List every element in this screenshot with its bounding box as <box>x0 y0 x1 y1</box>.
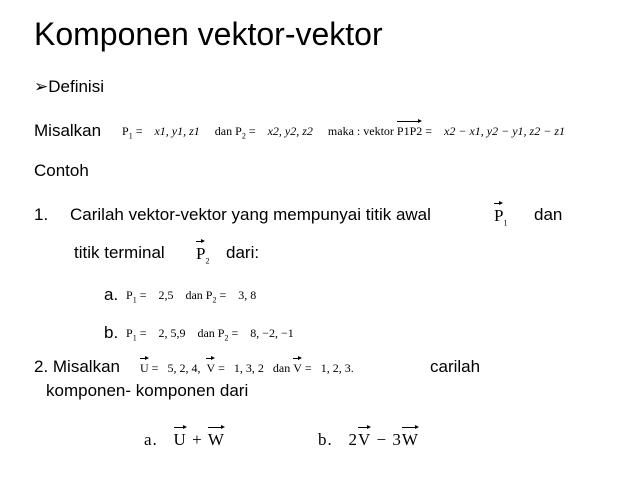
item2-formula: U = 5, 2, 4, V = 1, 3, 2 dan V = 1, 2, 3. <box>140 361 354 375</box>
result-coords: x2 − x1, y2 − y1, z2 − z1 <box>444 124 565 138</box>
item2-line2: komponen- komponen dari <box>46 381 249 400</box>
item1-vec-p1: $P_1$ <box>494 206 508 228</box>
item2-label: 2. Misalkan <box>34 357 120 376</box>
item1-a-label: a. <box>104 285 119 304</box>
eq-sign: = <box>135 124 143 138</box>
p2-sub: 2 <box>241 131 246 141</box>
item1-b-formula: $P_1$ = 2, 5,9 dan $P_2$ = 8, −2, −1 <box>126 326 294 343</box>
p1-name: P <box>122 124 129 138</box>
p1-coords: x1, y1, z1 <box>154 124 200 138</box>
item2-carilah: carilah <box>430 357 481 376</box>
dan-word: dan <box>214 124 233 138</box>
p1-sub: 1 <box>128 131 133 141</box>
item1-text-line2-post: dari: <box>226 243 260 262</box>
item1-text-line1: Carilah vektor-vektor yang mempunyai titik awal <box>70 205 431 224</box>
eq-sign: = <box>248 124 256 138</box>
item1-dan: dan <box>534 205 563 224</box>
arrow-bullet-icon: ➢ <box>34 77 49 96</box>
item1-b-label: b. <box>104 323 119 342</box>
item2-expr-b: b. 2V − 3W <box>318 430 419 449</box>
contoh-heading: Contoh <box>34 161 89 180</box>
item1-number: 1. <box>34 205 49 224</box>
misalkan-label: Misalkan <box>34 121 102 140</box>
p2-name: P <box>235 124 242 138</box>
definisi-label: Definisi <box>48 77 104 96</box>
slide-title: Komponen vektor-vektor <box>34 16 383 52</box>
item1-vec-p2: $P_2$ <box>196 244 210 266</box>
eq-sign: = <box>425 124 433 138</box>
item1-a-formula: $P_1$ = 2,5 dan $P_2$ = 3, 8 <box>126 288 257 305</box>
item2-expr-a: a. U + W <box>144 430 225 449</box>
definisi-heading <box>34 76 104 98</box>
definition-formula <box>122 124 565 143</box>
vector-p1p2: P1P2 <box>396 124 423 138</box>
item1-text-line2-pre: titik terminal <box>74 243 165 262</box>
p2-coords: x2, y2, z2 <box>267 124 313 138</box>
maka-text: maka : vektor <box>327 124 394 138</box>
